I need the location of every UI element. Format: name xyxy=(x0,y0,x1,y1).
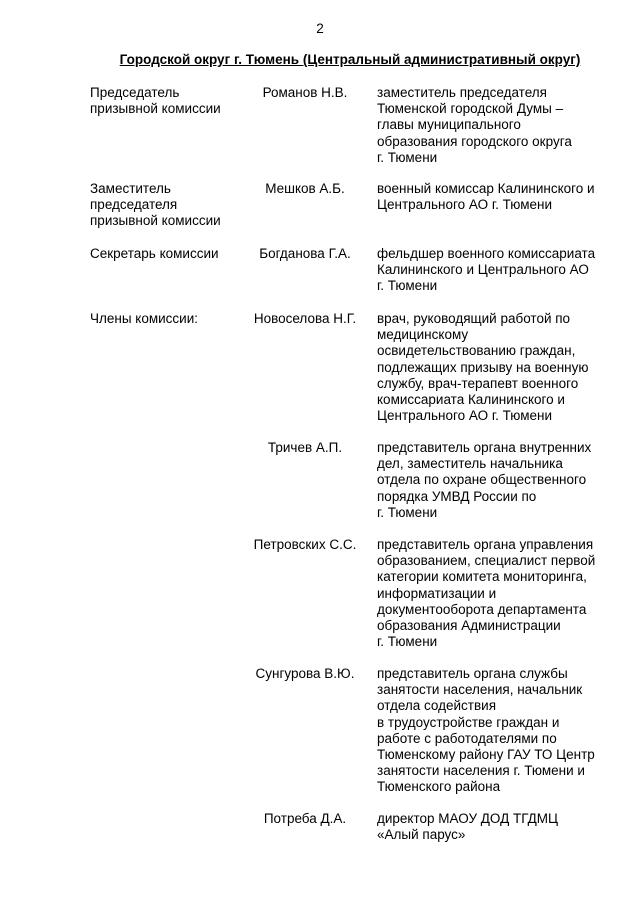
entry-role: Председатель призывной комиссии xyxy=(90,85,221,117)
entry-name: Романов Н.В. xyxy=(262,85,348,100)
entry-name: Мешков А.Б. xyxy=(265,181,345,196)
entry-name: Тричев А.П. xyxy=(267,440,343,455)
entry-role: Секретарь комиссии xyxy=(90,246,219,261)
entry-role: Заместитель председателя призывной комиссии xyxy=(90,181,221,229)
entry-name: Потреба Д.А. xyxy=(263,811,347,826)
entry-description: представитель органа службы занятости населения, начальник отдела содействия в трудоустройстве граждан и работе с работодателями по Тюменскому району ГАУ ТО Центр занятости населения г. Тюмени и Тюменского района xyxy=(377,666,595,795)
entry-description: директор МАОУ ДОД ТГДМЦ «Алый парус» xyxy=(377,811,559,843)
entry-description: представитель органа управления образованием, специалист первой категории комитета мониторинга, информатизации и документооборота департамента образования Администрации г. Тюмени xyxy=(377,537,596,650)
entry-name: Новоселова Н.Г. xyxy=(253,311,357,326)
entry-role: Члены комиссии: xyxy=(90,311,199,326)
entry-description: врач, руководящий работой по медицинскому освидетельствованию граждан, подлежащих призыву на военную службу, врач-терапевт военного комиссариата Калининского и Центрального АО г. Тюмени xyxy=(377,311,589,424)
section-heading: Городской округ г. Тюмень (Центральный административный округ) xyxy=(119,52,581,67)
entry-description: заместитель председателя Тюменской городской Думы – главы муниципального образования городского округа г. Тюмени xyxy=(377,85,572,165)
entry-description: представитель органа внутренних дел, заместитель начальника отдела по охране общественного порядка УМВД России по г. Тюмени xyxy=(377,440,592,520)
entry-description: военный комиссар Калининского и Центрального АО г. Тюмени xyxy=(377,181,595,213)
entry-description: фельдшер военного комиссариата Калининского и Центрального АО г. Тюмени xyxy=(377,246,596,294)
page-number: 2 xyxy=(316,21,324,36)
entry-name: Богданова Г.А. xyxy=(259,246,351,261)
entry-name: Петровских С.С. xyxy=(253,537,357,552)
entry-name: Сунгурова В.Ю. xyxy=(255,666,355,681)
